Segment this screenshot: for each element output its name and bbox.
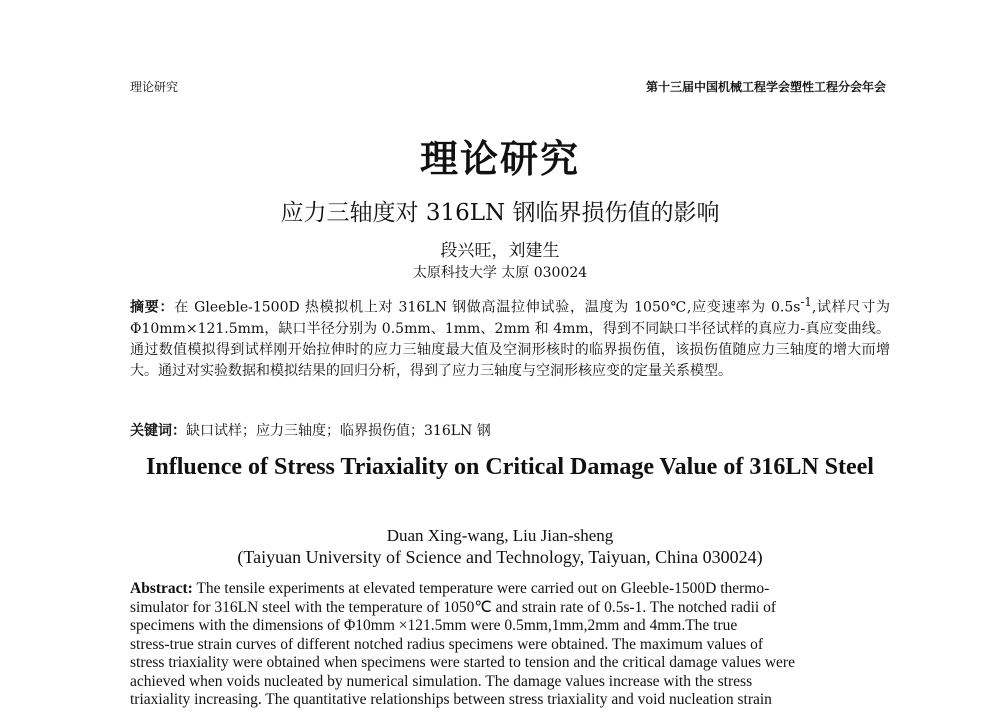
- chinese-abstract-body: 在 Gleeble-1500D 热模拟机上对 316LN 钢做高温拉伸试验，温度为 1050℃,应变速率为 0.5s: [174, 299, 801, 316]
- chinese-authors: 段兴旺，刘建生: [440, 241, 560, 261]
- english-authors: Duan Xing-wang, Liu Jian-sheng: [386, 526, 614, 545]
- chinese-abstract: [130, 292, 890, 382]
- english-paper-title: Influence of Stress Triaxiality on Critical Damage Value of 316LN Steel: [146, 454, 874, 480]
- english-abstract-line: stress triaxiality were obtained when specimens were started to tension and the critical damage values were: [130, 654, 795, 671]
- chinese-keywords-label: 关键词：: [130, 423, 186, 439]
- english-abstract: [130, 580, 894, 710]
- chinese-affiliation: 太原科技大学 太原 030024: [412, 265, 588, 281]
- chinese-keywords-list: 缺口试样；应力三轴度；临界损伤值；316LN 钢: [186, 423, 491, 439]
- chinese-abstract-rest: ,试样尺寸为 Φ10mm×121.5mm，缺口半径分别为 0.5mm、1mm、2mm 和 4mm，得到不同缺口半径试样的真应力-真应变曲线。通过数值模拟得到试样刚开始拉伸时的应力三轴度最大值及空洞形核时的临界损伤值，该损伤值随应力三轴度的增大而增大。通过对实验数据和模拟结果的回归分析，得到了应力三轴度与空洞形核应变的定量关系模型。: [130, 299, 890, 379]
- running-header-left: 理论研究: [130, 80, 179, 94]
- english-abstract-line: specimens with the dimensions of Φ10mm ×121.5mm were 0.5mm,1mm,2mm and 4mm.The true: [130, 617, 738, 634]
- chinese-abstract-label: 摘要：: [130, 299, 175, 316]
- english-abstract-line: achieved when voids nucleated by numerical simulation. The damage values increase with the stress: [130, 672, 753, 690]
- running-header-right: 第十三届中国机械工程学会塑性工程分会年会: [645, 80, 886, 94]
- english-abstract-line: simulator for 316LN steel with the temperature of 1050℃ and strain rate of 0.5s-1. The notched radii of: [130, 598, 776, 616]
- english-abstract-line: stress-true strain curves of different notched radius specimens were obtained. The maximum values of: [130, 635, 764, 653]
- chinese-abstract-superscript: -1: [800, 295, 812, 309]
- english-abstract-label: Abstract:: [130, 580, 193, 597]
- section-title: 理论研究: [419, 136, 580, 181]
- english-abstract-line: triaxiality increasing. The quantitative relationships between stress triaxiality and void nucleation strain: [130, 691, 772, 708]
- english-affiliation: (Taiyuan University of Science and Technology, Taiyuan, China 030024): [237, 547, 763, 567]
- chinese-paper-title: 应力三轴度对 316LN 钢临界损伤值的影响: [280, 200, 720, 226]
- chinese-keywords: [130, 420, 890, 440]
- english-abstract-line: Abstract: The tensile experiments at elevated temperature were carried out on Gleeble-1500D thermo-: [130, 580, 770, 597]
